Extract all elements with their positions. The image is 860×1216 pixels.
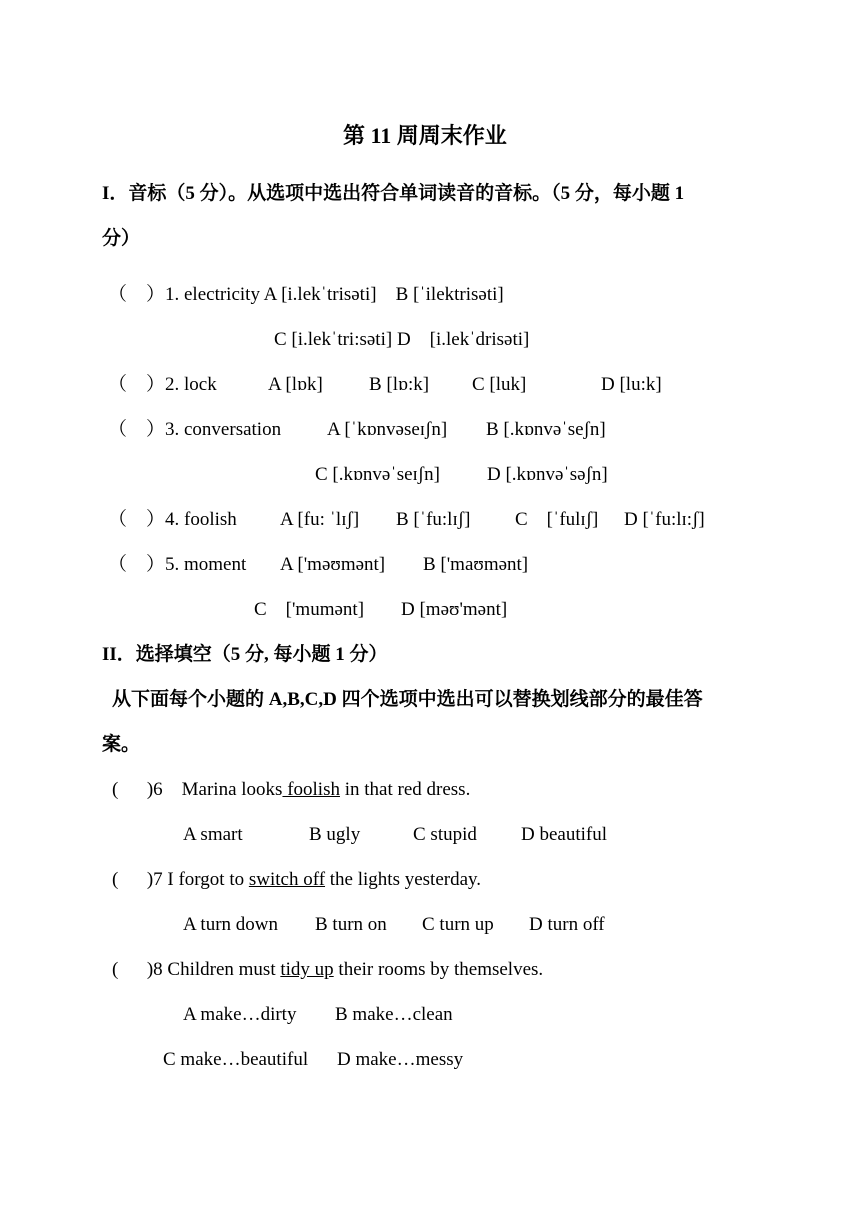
q4-option-c: C [ˈfulɪʃ]: [515, 509, 599, 530]
q1-line1: （ ）1. electricity A [i.lekˈtrisəti] B [ˈilektrisəti]: [108, 284, 504, 305]
page-title: 第 11 周周末作业: [343, 123, 507, 148]
q6-text-end: in that red dress.: [339, 779, 471, 800]
q6-option-c: C stupid: [413, 824, 477, 845]
q5-option-d: D [məʊ'mənt]: [401, 599, 508, 620]
section2-heading: II．选择填空（5 分, 每小题 1 分）: [102, 644, 388, 665]
q7-underlined-phrase: switch off: [248, 869, 326, 890]
q3-option-c: C [.kɒnvəˈseɪʃn]: [315, 464, 440, 485]
q8-option-a: A make…dirty: [183, 1004, 297, 1025]
q6-stem: [112, 778, 470, 802]
q5-option-a: A ['məʊmənt]: [280, 554, 386, 575]
q6-text: ( )6 Marina looks: [112, 779, 283, 800]
q3-option-d: D [.kɒnvəˈsəʃn]: [487, 464, 608, 485]
q4-option-b: B [ˈfu:lɪʃ]: [396, 509, 471, 530]
q2-option-a: A [lɒk]: [268, 374, 323, 395]
q4-option-a: A [fu: ˈlɪʃ]: [280, 509, 360, 530]
q8-stem: [112, 958, 543, 982]
q5-stem: （ ）5. moment: [108, 554, 247, 575]
q5-option-b: B ['maʊmənt]: [423, 554, 529, 575]
section2-intro: 从下面每个小题的 A,B,C,D 四个选项中选出可以替换划线部分的最佳答: [112, 689, 703, 710]
q7-stem: [112, 868, 481, 892]
q7-option-c: C turn up: [422, 914, 494, 935]
q8-option-c: C make…beautiful: [163, 1049, 309, 1070]
q4-stem: （ ）4. foolish: [108, 509, 237, 530]
q6-option-a: A smart: [183, 824, 243, 845]
q7-text-end: the lights yesterday.: [325, 869, 482, 890]
q6-option-b: B ugly: [309, 824, 361, 845]
q2-option-d: D [lu:k]: [601, 374, 662, 395]
q4-option-d: D [ˈfu:lɪ:ʃ]: [624, 509, 705, 530]
q8-text-end: their rooms by themselves.: [333, 959, 544, 980]
q2-option-c: C [luk]: [472, 374, 527, 395]
q8-underlined-phrase: tidy up: [280, 959, 334, 980]
q7-option-d: D turn off: [529, 914, 605, 935]
q3-option-a: A [ˈkɒnvəseɪʃn]: [327, 419, 448, 440]
q5-option-c: C ['mumənt]: [254, 599, 365, 620]
q3-option-b: B [.kɒnvəˈseʃn]: [486, 419, 606, 440]
section1-heading-cont: 分）: [102, 228, 141, 249]
section1-heading: I．音标（5 分）。从选项中选出符合单词读音的音标。（5 分，每小题 1: [102, 183, 685, 204]
q7-option-b: B turn on: [315, 914, 387, 935]
q2-option-b: B [lɒ:k]: [369, 374, 430, 395]
q8-text: ( )8 Children must: [112, 959, 281, 980]
section2-intro-cont: 案。: [102, 734, 141, 755]
q6-option-d: D beautiful: [521, 824, 608, 845]
q6-underlined-word: foolish: [282, 779, 340, 800]
q3-stem: （ ）3. conversation: [108, 419, 282, 440]
q8-option-d: D make…messy: [337, 1049, 464, 1070]
q7-text: ( )7 I forgot to: [112, 869, 249, 890]
q7-option-a: A turn down: [183, 914, 278, 935]
q2-stem: （ ）2. lock: [108, 374, 217, 395]
q8-option-b: B make…clean: [335, 1004, 453, 1025]
q1-line2: C [i.lekˈtri:səti] D [i.lekˈdrisəti]: [274, 329, 530, 350]
